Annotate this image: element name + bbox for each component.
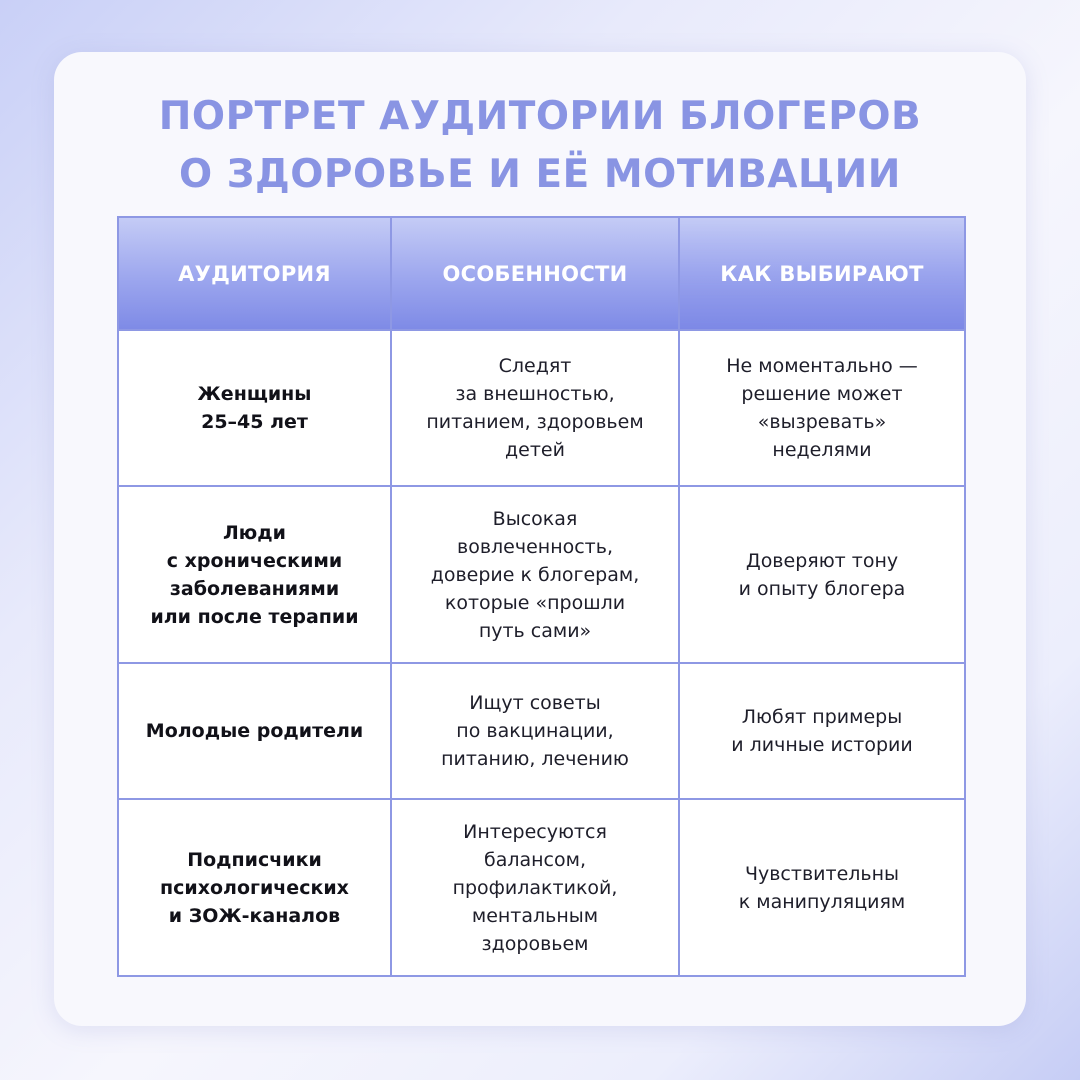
column-header-audience: АУДИТОРИЯ (118, 217, 391, 330)
title-line-1: ПОРТРЕТ АУДИТОРИИ БЛОГЕРОВ (158, 94, 922, 139)
table-row (118, 663, 965, 799)
features-cell: Интересуются балансом, профилактикой, ментальным здоровьем (391, 799, 679, 976)
table-row (118, 330, 965, 486)
audience-table (117, 216, 966, 977)
title-line-2: О ЗДОРОВЬЕ И ЕЁ МОТИВАЦИИ (179, 152, 901, 197)
audience-cell: Подписчики психологических и ЗОЖ-каналов (118, 799, 391, 976)
page-title (0, 88, 1080, 204)
table-row (118, 799, 965, 976)
features-cell: Следят за внешностью, питанием, здоровьем детей (391, 330, 679, 486)
column-header-choice: КАК ВЫБИРАЮТ (679, 217, 965, 330)
audience-cell: Люди с хроническими заболеваниями или после терапии (118, 486, 391, 663)
choice-cell: Доверяют тону и опыту блогера (679, 486, 965, 663)
features-cell: Ищут советы по вакцинации, питанию, лечению (391, 663, 679, 799)
audience-cell: Женщины 25–45 лет (118, 330, 391, 486)
audience-cell: Молодые родители (118, 663, 391, 799)
features-cell: Высокая вовлеченность, доверие к блогерам, которые «прошли путь сами» (391, 486, 679, 663)
table-row (118, 486, 965, 663)
choice-cell: Не моментально — решение может «вызревать» неделями (679, 330, 965, 486)
choice-cell: Чувствительны к манипуляциям (679, 799, 965, 976)
column-header-features: ОСОБЕННОСТИ (391, 217, 679, 330)
table-header-row (118, 217, 965, 330)
choice-cell: Любят примеры и личные истории (679, 663, 965, 799)
